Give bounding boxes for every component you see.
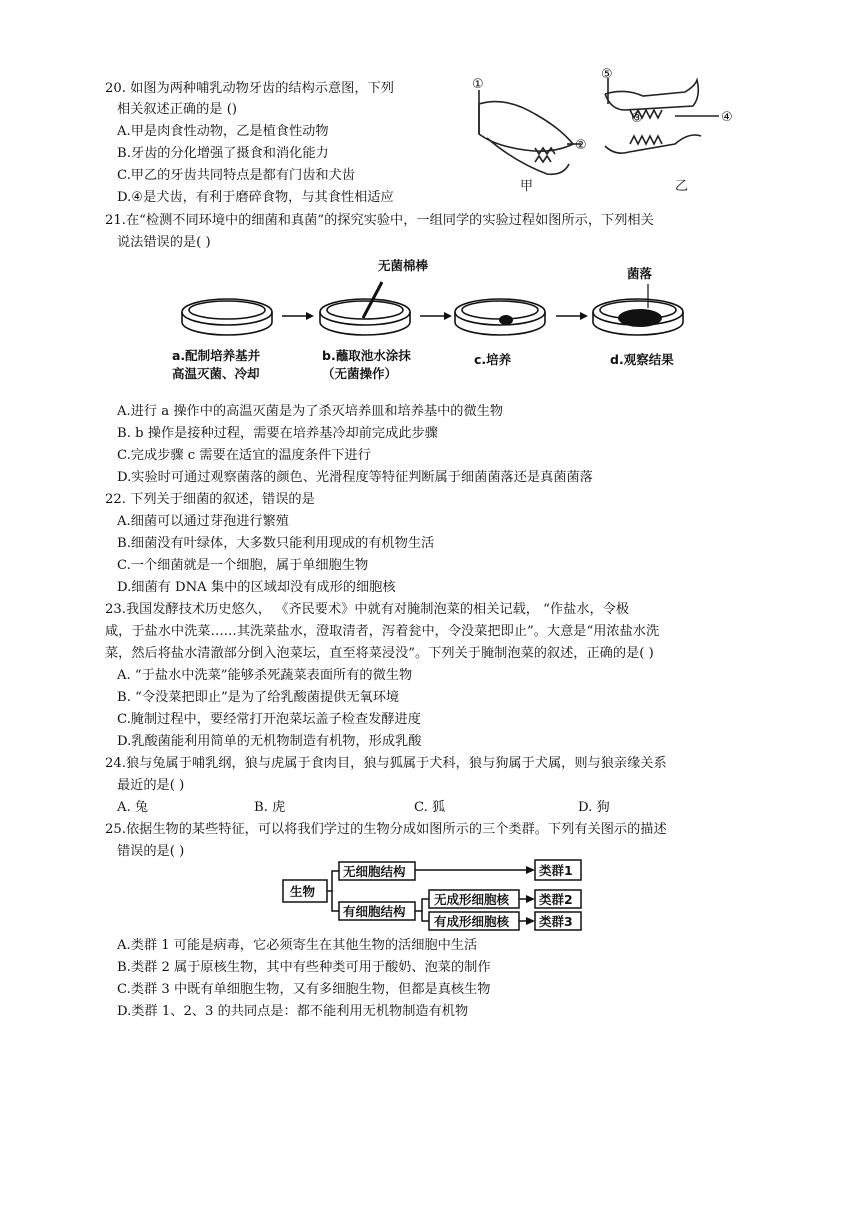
- teeth-figure: [465, 66, 750, 196]
- node-has-nucleus: 有成形细胞核: [434, 914, 510, 929]
- step-a-line1: a.配制培养基并: [172, 348, 261, 363]
- q21-option-c: C.完成步骤 c 需要在适宜的温度条件下进行: [117, 448, 371, 463]
- q24-stem: 24.狼与兔属于哺乳纲，狼与虎属于食肉目，狼与狐属于犬科，狼与狗属于犬属，则与狼亲缘关系: [105, 756, 667, 771]
- q25-stem: 25.依据生物的某些特征，可以将我们学过的生物分成如图所示的三个类群。下列有关图示的描述: [105, 822, 667, 837]
- q23-option-b: B. “令没菜把即止”是为了给乳酸菌提供无氧环境: [117, 690, 400, 705]
- q22-option-b: B.细菌没有叶绿体，大多数只能利用现成的有机物生活: [117, 536, 435, 551]
- tooth-label-1: ①: [472, 77, 484, 92]
- step-b-line2: （无菌操作）: [322, 366, 398, 381]
- q25-stem-cont: 错误的是( ): [117, 844, 185, 859]
- q21-option-b: B. b 操作是接种过程，需要在培养基冷却前完成此步骤: [117, 426, 438, 441]
- classification-figure: [282, 856, 594, 936]
- node-group-2: 类群2: [539, 892, 573, 907]
- q25-option-c: C.类群 3 中既有单细胞生物，又有多细胞生物，但都是真核生物: [117, 982, 491, 997]
- node-no-nucleus: 无成形细胞核: [434, 892, 510, 907]
- q21-stem: 21.在“检测不同环境中的细菌和真菌”的探究实验中，一组同学的实验过程如图所示，下列相关: [105, 213, 654, 228]
- tooth-label-5: ⑤: [601, 67, 613, 82]
- step-c: c.培养: [474, 352, 512, 367]
- tooth-label-2: ②: [575, 138, 587, 153]
- q23-stem: 23.我国发酵技术历史悠久， 《齐民要术》中就有对腌制泡菜的相关记载， “作盐水，令极: [105, 602, 630, 617]
- q22-stem: 22. 下列关于细菌的叙述，错误的是: [105, 492, 315, 507]
- q22-option-a: A.细菌可以通过芽孢进行繁殖: [117, 514, 289, 529]
- q23-option-a: A. “于盐水中洗菜”能够杀死蔬菜表面所有的微生物: [117, 668, 413, 683]
- q24-option-c: C. 狐: [414, 800, 446, 815]
- q23-stem-cont2: 菜，然后将盐水清澈部分倒入泡菜坛，直至将菜浸没”。下列关于腌制泡菜的叙述，正确的是( ): [105, 646, 654, 661]
- q23-stem-cont1: 咸，于盐水中洗菜……其洗菜盐水，澄取清者，泻着瓮中，令没菜把即止”。大意是“用浓盐水洗: [105, 624, 660, 639]
- q25-option-b: B.类群 2 属于原核生物，其中有些种类可用于酸奶、泡菜的制作: [117, 960, 491, 975]
- label-colony: 菌落: [627, 266, 653, 281]
- node-has-cell: 有细胞结构: [343, 904, 406, 919]
- q20-option-a: A.甲是肉食性动物，乙是植食性动物: [117, 124, 329, 139]
- q20-stem-cont: 相关叙述正确的是 (): [117, 102, 237, 117]
- q23-option-c: C.腌制过程中，要经常打开泡菜坛盖子检查发酵进度: [117, 712, 421, 727]
- tooth-label-4: ④: [721, 110, 733, 125]
- node-organisms: 生物: [290, 884, 316, 899]
- q22-option-c: C.一个细菌就是一个细胞，属于单细胞生物: [117, 558, 369, 573]
- q22-option-d: D.细菌有 DNA 集中的区域却没有成形的细胞核: [117, 580, 396, 595]
- q24-option-b: B. 虎: [254, 800, 286, 815]
- q21-option-d: D.实验时可通过观察菌落的颜色、光滑程度等特征判断属于细菌菌落还是真菌菌落: [117, 470, 593, 485]
- q25-option-d: D.类群 1、2、3 的共同点是：都不能利用无机物制造有机物: [117, 1004, 469, 1019]
- q20-option-c: C.甲乙的牙齿共同特点是都有门齿和犬齿: [117, 168, 355, 183]
- tooth-label-3: ③: [631, 111, 643, 126]
- q21-stem-cont: 说法错误的是( ): [117, 235, 211, 250]
- q25-option-a: A.类群 1 可能是病毒，它必须寄生在其他生物的活细胞中生活: [117, 938, 478, 953]
- step-b-line1: b.蘸取池水涂抹: [322, 348, 411, 363]
- q24-option-d: D. 狗: [578, 800, 610, 815]
- culture-process-figure: [170, 248, 700, 388]
- label-jia: 甲: [520, 179, 534, 194]
- label-yi: 乙: [675, 179, 689, 194]
- q20-option-b: B.牙齿的分化增强了摄食和消化能力: [117, 146, 329, 161]
- node-group-1: 类群1: [539, 863, 573, 878]
- q20-stem: 20. 如图为两种哺乳动物牙齿的结构示意图，下列: [105, 81, 394, 96]
- q23-option-d: D.乳酸菌能利用简单的无机物制造有机物，形成乳酸: [117, 734, 422, 749]
- node-group-3: 类群3: [539, 914, 573, 929]
- q21-option-a: A.进行 a 操作中的高温灭菌是为了杀灭培养皿和培养基中的微生物: [117, 404, 504, 419]
- q24-option-a: A. 兔: [117, 800, 149, 815]
- node-no-cell: 无细胞结构: [343, 864, 406, 879]
- q20-option-d: D.④是犬齿，有利于磨碎食物，与其食性相适应: [117, 190, 394, 205]
- step-a-line2: 高温灭菌、冷却: [172, 366, 260, 381]
- label-sterile-swab: 无菌棉棒: [378, 258, 429, 273]
- q24-stem-cont: 最近的是( ): [117, 778, 185, 793]
- step-d: d.观察结果: [610, 352, 674, 367]
